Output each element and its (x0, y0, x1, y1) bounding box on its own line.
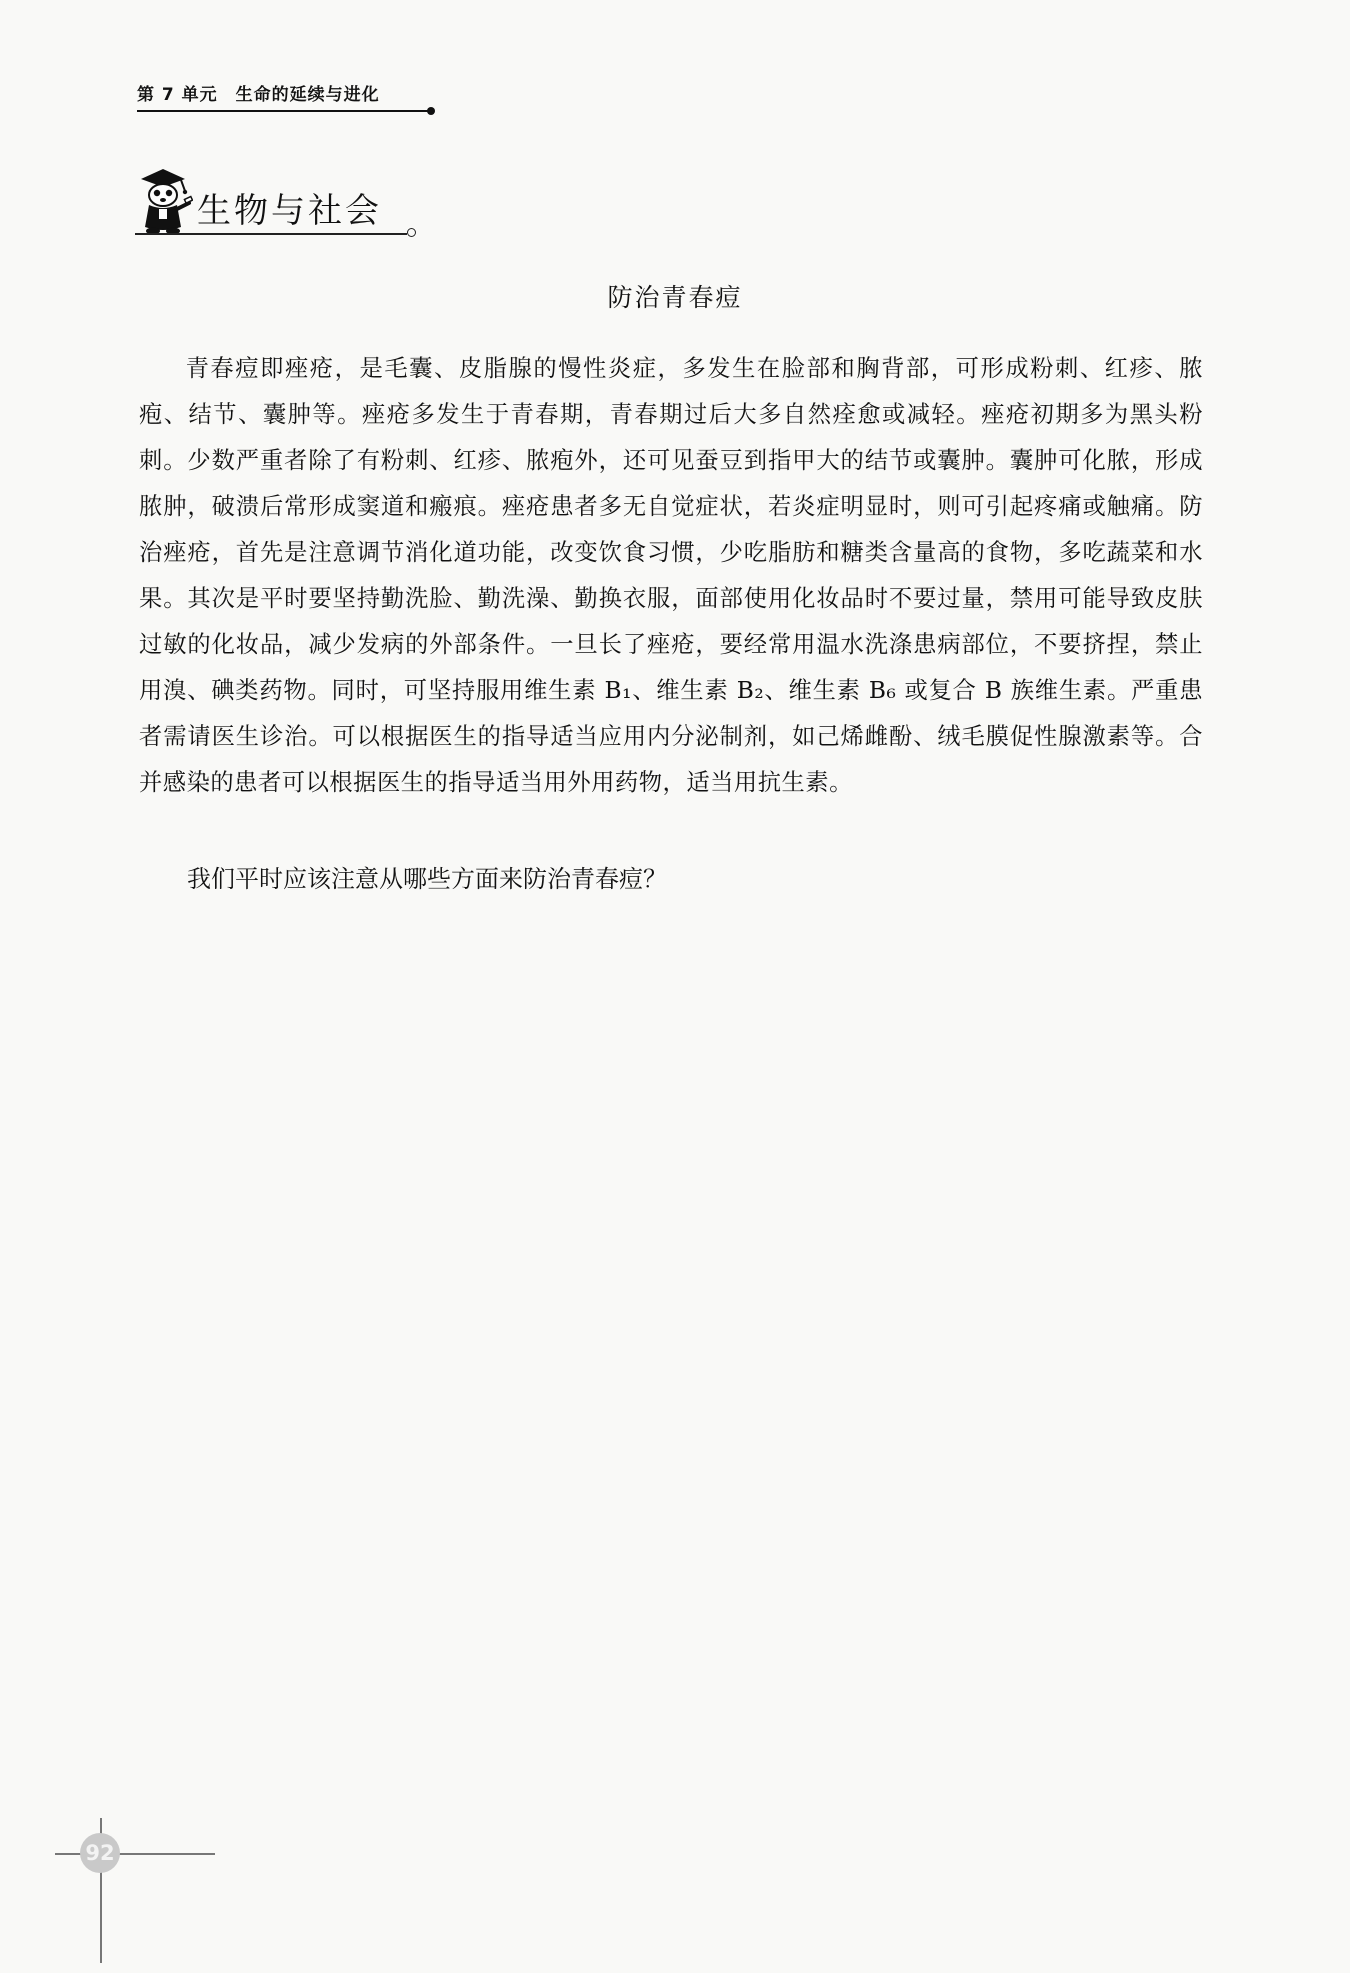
graduate-mascot-icon (135, 165, 193, 237)
article-body: 青春痘即痤疮，是毛囊、皮脂腺的慢性炎症，多发生在脸部和胸背部，可形成粉刺、红疹、脓疱、结节、囊肿等。痤疮多发生于青春期，青春期过后大多自然痊愈或减轻。痤疮初期多为黑头粉刺。少数严重者除了有粉刺、红疹、脓疱外，还可见蚕豆到指甲大的结节或囊肿。囊肿可化脓，形成脓肿，破溃后常形成窦道和瘢痕。痤疮患者多无自觉症状，若炎症明显时，则可引起疼痛或触痛。防治痤疮，首先是注意调节消化道功能，改变饮食习惯，少吃脂肪和糖类含量高的食物，多吃蔬菜和水果。其次是平时要坚持勤洗脸、勤洗澡、勤换衣服，面部使用化妆品时不要过量，禁用可能导致皮肤过敏的化妆品，减少发病的外部条件。一旦长了痤疮，要经常用温水洗涤患病部位，不要挤捏，禁止用溴、碘类药物。同时，可坚持服用维生素 B₁、维生素 B₂、维生素 B₆ 或复合 B 族维生素。严重患者需请医生诊治。可以根据医生的指导适当应用内分泌制剂，如己烯雌酚、绒毛膜促性腺激素等。合并感染的患者可以根据医生的指导适当用外用药物，适当用抗生素。 (139, 355, 1203, 796)
header-rule-dot (427, 107, 435, 115)
article-title: 防治青春痘 (607, 283, 743, 312)
section-underline-dot (407, 228, 416, 237)
page-number: 92 (80, 1833, 120, 1873)
header-rule (137, 110, 433, 112)
unit-title: 生命的延续与进化 (235, 85, 380, 105)
section-underline (135, 233, 407, 235)
page-footer (55, 1818, 225, 1968)
unit-label: 第 7 单元 (137, 85, 218, 105)
discussion-question: 我们平时应该注意从哪些方面来防治青春痘？ (187, 865, 667, 893)
section-title: 生物与社会 (197, 191, 382, 231)
section-badge (135, 165, 425, 245)
running-header (137, 80, 437, 105)
footer-hline (55, 1853, 215, 1855)
